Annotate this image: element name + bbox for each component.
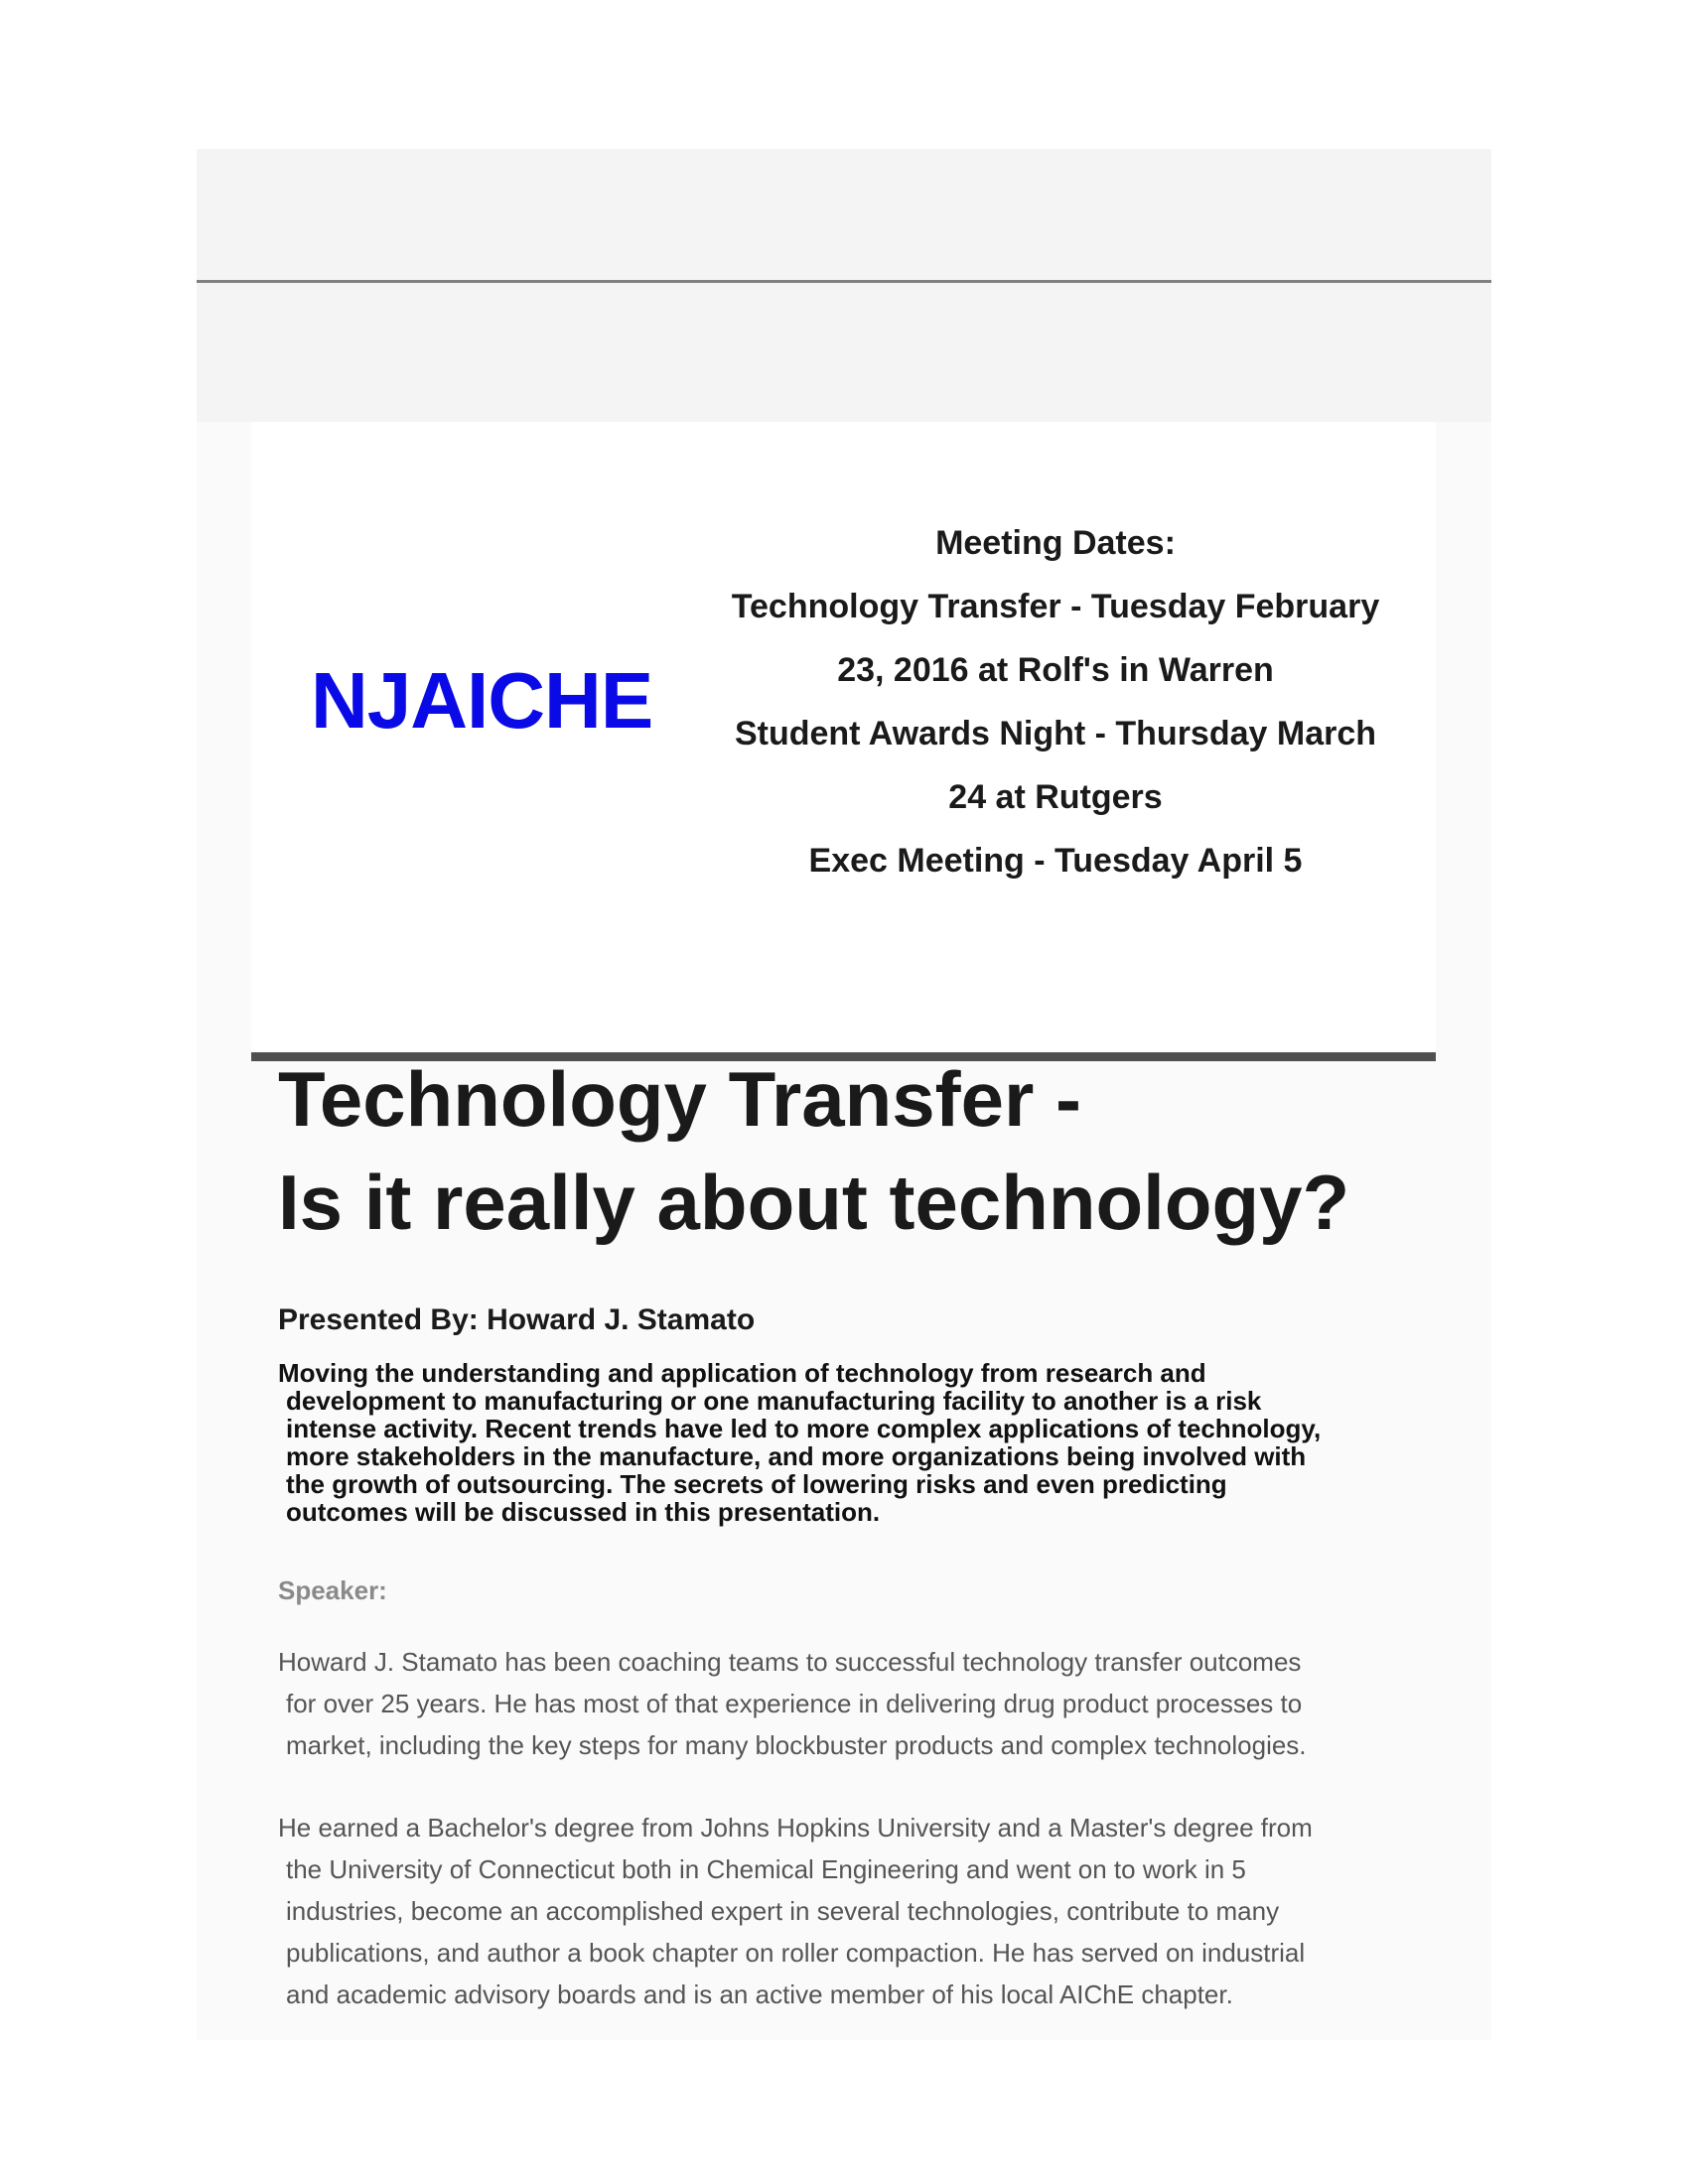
title-line: Is it really about technology? — [278, 1159, 1350, 1246]
presenter-line — [278, 1303, 755, 1337]
presented-label: Presented By: — [278, 1303, 479, 1336]
newsletter-page — [197, 149, 1491, 2040]
title-line: Technology Transfer - — [278, 1055, 1082, 1143]
meeting-line: Exec Meeting - Tuesday April 5 — [808, 842, 1303, 880]
top-banner — [197, 149, 1491, 283]
abstract-line: Moving the understanding and application of technology from research and — [278, 1358, 1206, 1388]
njaiche-logo: NJAICHE — [311, 656, 653, 745]
bio-line: and academic advisory boards and is an active member of his local AIChE chapter. — [286, 1979, 1233, 2009]
bio-line: publications, and author a book chapter on roller compaction. He has served on industrial — [286, 1938, 1306, 1968]
abstract — [278, 1359, 1321, 1526]
meeting-line: 23, 2016 at Rolf's in Warren — [837, 651, 1274, 689]
abstract-line: more stakeholders in the manufacture, and more organizations being involved with — [286, 1441, 1307, 1471]
bio-line: for over 25 years. He has most of that experience in delivering drug product processes to — [286, 1689, 1303, 1718]
spacer-band — [197, 283, 1491, 422]
abstract-line: intense activity. Recent trends have led to more complex applications of technology, — [286, 1414, 1322, 1443]
meeting-line: Technology Transfer - Tuesday February — [731, 588, 1380, 625]
abstract-line: the growth of outsourcing. The secrets of lowering risks and even predicting — [286, 1469, 1227, 1499]
meeting-dates — [698, 511, 1413, 892]
bio-line: industries, become an accomplished expert in several technologies, contribute to many — [286, 1896, 1280, 1926]
meeting-heading: Meeting Dates: — [935, 524, 1176, 562]
speaker-bio-paragraph-1 — [278, 1641, 1307, 1766]
abstract-line: development to manufacturing or one manufacturing facility to another is a risk — [286, 1386, 1262, 1416]
bio-line: market, including the key steps for many blockbuster products and complex technologies. — [286, 1730, 1307, 1760]
bio-line: the University of Connecticut both in Chemical Engineering and went on to work in 5 — [286, 1854, 1246, 1884]
abstract-line: outcomes will be discussed in this presentation. — [286, 1497, 881, 1527]
presenter-name: Howard J. Stamato — [487, 1303, 756, 1336]
article-title — [278, 1047, 1349, 1254]
speaker-bio-paragraph-2 — [278, 1807, 1313, 2015]
bio-line: Howard J. Stamato has been coaching teams to successful technology transfer outcomes — [278, 1647, 1302, 1677]
meeting-line: 24 at Rutgers — [948, 778, 1163, 816]
bio-line: He earned a Bachelor's degree from Johns Hopkins University and a Master's degree from — [278, 1813, 1313, 1843]
meeting-line: Student Awards Night - Thursday March — [734, 715, 1377, 752]
speaker-heading: Speaker: — [278, 1575, 387, 1605]
header-card — [251, 422, 1436, 1061]
